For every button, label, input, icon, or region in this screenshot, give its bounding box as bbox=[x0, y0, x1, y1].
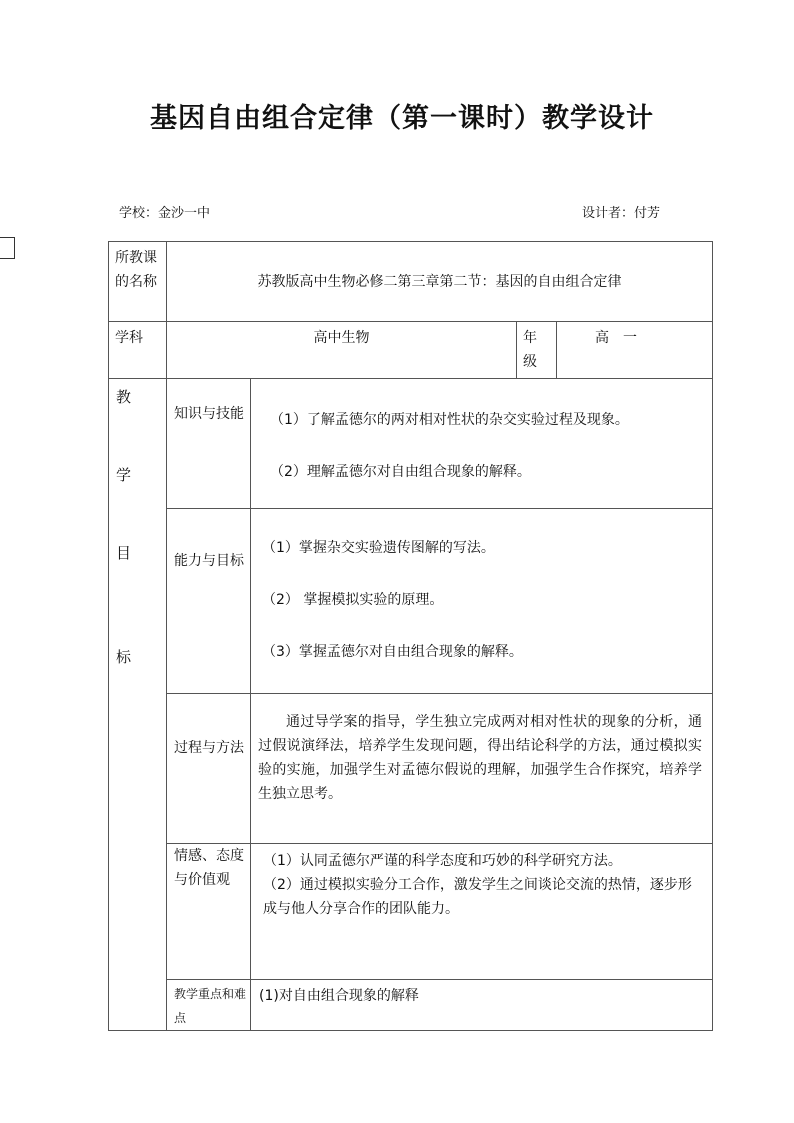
ability-item-2: （2） 掌握模拟实验的原理。 bbox=[262, 592, 444, 608]
ability-item-3: （3）掌握孟德尔对自由组合现象的解释。 bbox=[262, 644, 523, 660]
objectives-char-2: 学 bbox=[116, 466, 132, 484]
emotion-item-2: （2）通过模拟实验分工合作，激发学生之间谈论交流的热情，逐步形成与他人分享合作的团队能力。 bbox=[263, 877, 692, 917]
process-row bbox=[109, 694, 713, 844]
course-label-cell bbox=[109, 242, 167, 322]
emotion-label-cell bbox=[167, 844, 251, 980]
knowledge-item-1: （1）了解孟德尔的两对相对性状的杂交实验过程及现象。 bbox=[270, 412, 629, 428]
grade-label-cell bbox=[517, 322, 557, 379]
key-points-content-cell bbox=[251, 980, 713, 1031]
designer-name: 设计者：付芳 bbox=[582, 206, 661, 221]
knowledge-item-2: （2）理解孟德尔对自由组合现象的解释。 bbox=[270, 464, 531, 480]
course-label: 所教课的名称 bbox=[115, 250, 157, 290]
ability-label-cell bbox=[167, 509, 251, 694]
subject-label-cell bbox=[109, 322, 167, 379]
knowledge-label: 知识与技能 bbox=[174, 406, 244, 422]
grade-value: 高 一 bbox=[595, 330, 637, 346]
process-content-cell bbox=[251, 694, 713, 844]
grade-label: 年级 bbox=[523, 330, 537, 370]
process-label: 过程与方法 bbox=[174, 740, 244, 756]
process-label-cell bbox=[167, 694, 251, 844]
key-points-label-cell bbox=[167, 980, 251, 1031]
lesson-plan-table bbox=[108, 241, 713, 1031]
course-value-cell bbox=[167, 242, 713, 322]
knowledge-label-cell bbox=[167, 379, 251, 509]
knowledge-row bbox=[109, 379, 713, 509]
ability-content-cell bbox=[251, 509, 713, 694]
emotion-item-1: （1）认同孟德尔严谨的科学态度和巧妙的科学研究方法。 bbox=[263, 853, 622, 869]
course-value: 苏教版高中生物必修二第三章第二节：基因的自由组合定律 bbox=[257, 273, 622, 290]
key-points-row bbox=[109, 980, 713, 1031]
page-title: 基因自由组合定律（第一课时）教学设计 bbox=[150, 103, 654, 134]
process-text: 通过导学案的指导，学生独立完成两对相对性状的现象的分析，通过假说演绎法，培养学生发现问题，得出结论科学的方法，通过模拟实验的实施，加强学生对孟德尔假说的理解，加强学生合作探究，培养学生独立思考。 bbox=[258, 714, 702, 802]
ability-row bbox=[109, 509, 713, 694]
subject-row bbox=[109, 322, 713, 379]
ability-item-1: （1）掌握杂交实验遗传图解的写法。 bbox=[262, 540, 495, 556]
emotion-label: 情感、态度与价值观 bbox=[174, 848, 244, 888]
subject-value: 高中生物 bbox=[313, 330, 370, 346]
subject-value-cell bbox=[167, 322, 517, 379]
margin-mark bbox=[0, 237, 15, 259]
objectives-char-4: 标 bbox=[116, 648, 132, 666]
objectives-label-cell bbox=[109, 379, 167, 1031]
emotion-content-cell bbox=[251, 844, 713, 980]
objectives-char-1: 教 bbox=[116, 388, 132, 406]
grade-value-cell bbox=[557, 322, 713, 379]
objectives-char-3: 目 bbox=[116, 544, 132, 562]
subject-label: 学科 bbox=[115, 330, 143, 346]
key-points-text: (1)对自由组合现象的解释 bbox=[259, 988, 419, 1004]
emotion-row bbox=[109, 844, 713, 980]
knowledge-content-cell bbox=[251, 379, 713, 509]
key-points-label: 教学重点和难点 bbox=[174, 987, 247, 1025]
school-name: 学校：金沙一中 bbox=[119, 206, 211, 221]
ability-label: 能力与目标 bbox=[174, 553, 244, 569]
course-row bbox=[109, 242, 713, 322]
